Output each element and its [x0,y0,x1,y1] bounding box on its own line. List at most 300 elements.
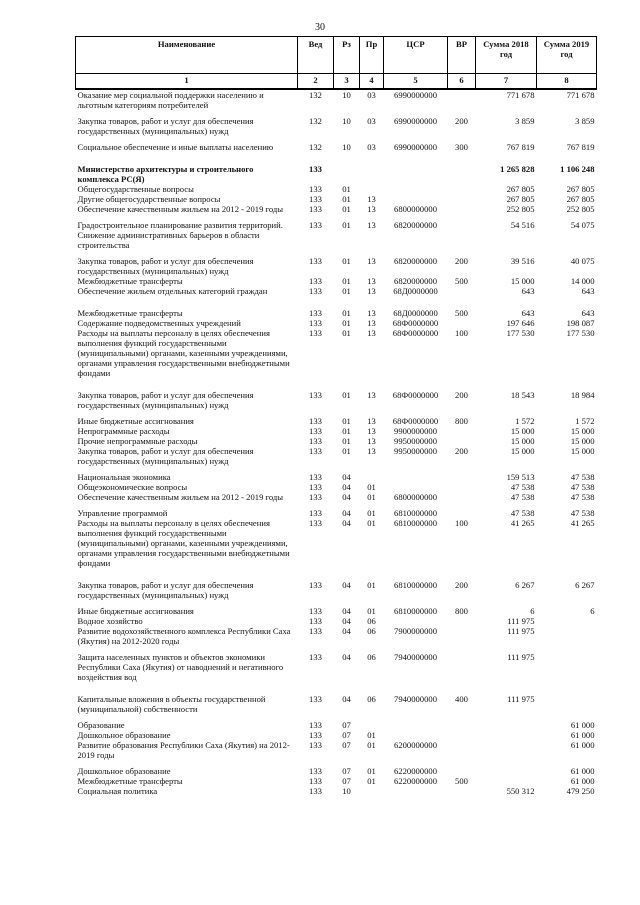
cell-sum-2018 [476,740,537,760]
cell-ved: 133 [309,776,322,786]
cell-sum-2019: 18 984 [570,390,595,400]
cell-sum-2018: 18 543 [510,390,535,400]
cell-rz: 01 [342,390,351,400]
cell-pr [360,786,384,796]
cell-rz: 04 [342,472,351,482]
cell-ved: 133 [309,740,322,750]
header-sum-2018: Сумма 2018 год [476,37,537,74]
cell-ved: 132 [309,90,322,100]
cell-rz: 01 [342,276,351,286]
cell-sum-2018: 3 859 [515,116,535,126]
header-name: Наименование [76,37,298,74]
cell-ved: 133 [309,390,322,400]
cell-vr [448,740,476,760]
cell-vr: 800 [455,606,468,616]
cell-sum-2019: 643 [581,286,595,296]
cell-csr: 6990000000 [394,142,437,152]
cell-name: Закупка товаров, работ и услуг для обеспечения государственных (муниципальных) нужд [77,390,254,410]
cell-sum-2018: 41 265 [510,518,535,528]
cell-sum-2019: 15 000 [570,436,595,446]
cell-rz: 04 [342,616,351,626]
cell-sum-2018: 54 516 [510,220,535,230]
cell-ved: 133 [309,426,322,436]
cell-pr: 13 [367,286,376,296]
cell-pr: 13 [367,276,376,286]
cell-vr: 300 [455,142,468,152]
cell-pr: 01 [367,492,376,502]
cell-ved: 133 [309,606,322,616]
cell-name: Обеспечение качественным жильем на 2012 - 2019 годы [77,492,284,502]
cell-sum-2018 [476,760,537,776]
cell-vr [448,492,476,502]
cell-ved: 133 [309,482,322,492]
header-row [76,37,597,74]
table-row [76,318,597,328]
cell-vr [448,760,476,776]
cell-pr [360,184,384,194]
cell-ved: 133 [309,446,322,456]
cell-sum-2019: 15 000 [570,426,595,436]
cell-vr: 200 [455,446,468,456]
cell-name: Закупка товаров, работ и услуг для обеспечения государственных (муниципальных) нужд [77,256,254,276]
cell-rz: 04 [342,626,351,636]
cell-csr: 9950000000 [394,446,437,456]
table-row [76,194,597,204]
cell-csr: 6820000000 [394,276,437,286]
cell-sum-2019: 61 000 [570,740,595,750]
cell-vr: 200 [455,580,468,590]
cell-ved: 133 [309,204,322,214]
cell-pr [360,714,384,730]
cell-name: Водное хозяйство [77,616,143,626]
table-row [76,296,597,318]
cell-vr: 200 [455,256,468,266]
cell-rz: 01 [342,426,351,436]
cell-csr: 6220000000 [394,766,437,776]
cell-vr [448,184,476,194]
cell-csr: 6810000000 [394,518,437,528]
cell-vr: 100 [455,328,468,338]
cell-sum-2018: 159 513 [506,472,535,482]
cell-name: Прочие непрограммные расходы [77,436,198,446]
cell-sum-2018: 643 [521,308,535,318]
table-row [76,740,597,760]
cell-name: Развитие образования Республики Саха (Якутия) на 2012-2019 годы [77,740,290,760]
cell-sum-2018: 111 975 [507,652,535,662]
cell-pr: 06 [367,626,376,636]
cell-ved: 133 [309,786,322,796]
cell-sum-2018: 1 265 828 [500,164,535,174]
cell-csr: 9900000000 [394,426,437,436]
cell-sum-2018: 177 530 [506,328,535,338]
cell-sum-2018: 771 678 [506,90,535,100]
cell-name: Закупка товаров, работ и услуг для обеспечения государственных (муниципальных) нужд [77,116,254,136]
cell-pr: 06 [367,694,376,704]
table-row [76,328,597,378]
cell-pr: 13 [367,416,376,426]
cell-sum-2018: 252 805 [506,204,535,214]
cell-sum-2019: 6 [590,606,595,616]
cell-rz: 01 [342,256,351,266]
cell-pr: 03 [367,90,376,100]
cell-sum-2018: 267 805 [506,184,535,194]
cell-vr [448,714,476,730]
cell-vr [448,626,476,646]
table-row [76,776,597,786]
cell-csr [384,616,448,626]
table-row [76,760,597,776]
cell-rz: 01 [342,194,351,204]
cell-vr: 500 [455,276,468,286]
cell-csr: 6810000000 [394,508,437,518]
col-num-4: 4 [360,74,384,90]
table-row [76,436,597,446]
cell-ved: 133 [309,616,322,626]
cell-sum-2019: 61 000 [570,776,595,786]
cell-ved: 133 [309,580,322,590]
cell-rz: 07 [342,766,351,776]
cell-name: Закупка товаров, работ и услуг для обеспечения государственных (муниципальных) нужд [77,580,254,600]
cell-name: Иные бюджетные ассигнования [77,606,194,616]
cell-ved: 132 [309,116,322,126]
cell-name: Обеспечение жильем отдельных категорий граждан [77,286,268,296]
cell-sum-2018: 6 267 [515,580,535,590]
cell-sum-2019: 54 075 [570,220,595,230]
col-num-3: 3 [334,74,360,90]
cell-rz: 01 [342,446,351,456]
cell-name: Общегосударственные вопросы [77,184,194,194]
cell-csr: 6990000000 [394,90,437,100]
cell-pr: 13 [367,220,376,230]
cell-sum-2019: 252 805 [566,204,595,214]
cell-pr: 03 [367,116,376,126]
cell-sum-2018: 15 000 [510,446,535,456]
cell-vr [448,204,476,214]
table-row [76,568,597,600]
cell-rz: 04 [342,580,351,590]
cell-csr [384,482,448,492]
cell-pr: 13 [367,426,376,436]
cell-ved: 132 [309,142,322,152]
cell-csr [384,152,448,184]
cell-csr: 9950000000 [394,436,437,446]
table-row [76,446,597,466]
cell-name: Управление программой [77,508,168,518]
cell-vr [448,466,476,482]
table-row [76,136,597,152]
table-body [76,89,597,796]
cell-pr: 13 [367,390,376,400]
table-row [76,502,597,518]
cell-csr: 7940000000 [394,652,437,662]
cell-pr: 01 [367,740,376,750]
cell-sum-2018: 111 975 [507,694,535,704]
table-row [76,786,597,796]
header-pr: Пр [360,37,384,74]
cell-name: Градостроительное планирование развития территорий. Снижение административных барьеров в области строительства [77,220,283,250]
cell-name: Расходы на выплаты персоналу в целях обеспечения выполнения функций государственными (муниципальными) органами, казенными учреждениями, органами управления государственными внебюджетными фондами [77,518,290,568]
cell-ved: 133 [309,626,322,636]
cell-sum-2019: 198 087 [566,318,595,328]
cell-sum-2019: 177 530 [566,328,595,338]
cell-sum-2019: 767 819 [566,142,595,152]
cell-pr: 13 [367,256,376,266]
header-ved: Вед [298,37,334,74]
cell-sum-2019: 267 805 [566,184,595,194]
cell-csr: 6990000000 [394,116,437,126]
cell-ved: 133 [309,416,322,426]
cell-sum-2018 [476,776,537,786]
cell-rz: 10 [342,142,351,152]
cell-name: Межбюджетные трансферты [77,776,183,786]
cell-name: Капитальные вложения в объекты государственной (муниципальной) собственности [77,694,266,714]
cell-rz: 01 [342,416,351,426]
cell-pr: 01 [367,580,376,590]
cell-ved: 133 [309,286,322,296]
cell-csr: 68Ф0000000 [392,318,439,328]
cell-sum-2018: 111 975 [507,616,535,626]
cell-sum-2019: 267 805 [566,194,595,204]
cell-rz: 04 [342,492,351,502]
cell-name: Содержание подведомственных учреждений [77,318,241,328]
cell-rz: 04 [342,606,351,616]
cell-sum-2018: 39 516 [510,256,535,266]
cell-vr: 500 [455,308,468,318]
cell-sum-2019: 1 572 [575,416,595,426]
table-row [76,89,597,110]
cell-name: Защита населенных пунктов и объектов экономики Республики Саха (Якутия) от наводнений и негативного воздействия вод [77,652,284,682]
table-row [76,492,597,502]
cell-ved: 133 [309,730,322,740]
col-num-1: 1 [76,74,298,90]
cell-rz: 01 [342,204,351,214]
cell-pr: 13 [367,194,376,204]
cell-name: Иные бюджетные ассигнования [77,416,194,426]
cell-vr [448,730,476,740]
cell-vr [448,286,476,296]
cell-sum-2019: 47 538 [570,492,595,502]
cell-csr: 68Д0000000 [393,308,438,318]
cell-pr: 01 [367,730,376,740]
cell-ved: 133 [309,256,322,266]
cell-name: Межбюджетные трансферты [77,276,183,286]
cell-pr: 13 [367,308,376,318]
cell-csr: 6220000000 [394,776,437,786]
cell-sum-2018: 47 538 [510,492,535,502]
cell-csr [384,184,448,194]
cell-ved: 133 [309,276,322,286]
cell-name: Оказание мер социальной поддержки населению и льготным категориям потребителей [77,90,264,110]
cell-ved: 133 [309,220,322,230]
table-row [76,410,597,426]
cell-sum-2019 [537,626,597,646]
header-numbers-row [76,74,597,90]
cell-sum-2018: 47 538 [510,482,535,492]
table-row [76,616,597,626]
cell-sum-2019: 40 075 [570,256,595,266]
cell-rz: 01 [342,184,351,194]
table-row [76,276,597,286]
table-row [76,466,597,482]
cell-sum-2019: 47 538 [570,508,595,518]
cell-name: Закупка товаров, работ и услуг для обеспечения государственных (муниципальных) нужд [77,446,254,466]
cell-ved: 133 [309,472,322,482]
cell-vr [448,616,476,626]
cell-pr: 01 [367,518,376,528]
cell-ved: 133 [309,518,322,528]
table-row [76,286,597,296]
cell-vr [448,786,476,796]
table-row [76,518,597,568]
table-row [76,110,597,136]
cell-rz: 04 [342,518,351,528]
cell-ved: 133 [309,164,322,174]
cell-ved: 133 [309,720,322,730]
cell-name: Общеэкономические вопросы [77,482,188,492]
cell-vr [448,214,476,250]
col-num-6: 6 [448,74,476,90]
cell-rz: 04 [342,652,351,662]
table-row [76,204,597,214]
cell-pr: 13 [367,446,376,456]
cell-rz: 01 [342,220,351,230]
cell-pr [360,152,384,184]
table-row [76,682,597,714]
header-vr: ВР [448,37,476,74]
cell-csr [384,466,448,482]
cell-csr [384,194,448,204]
cell-sum-2018: 111 975 [507,626,535,636]
cell-rz: 10 [342,90,351,100]
cell-csr: 6800000000 [394,492,437,502]
cell-csr [384,786,448,796]
cell-sum-2019: 1 106 248 [560,164,595,174]
col-num-7: 7 [476,74,537,90]
cell-rz: 07 [342,776,351,786]
cell-csr: 68Ф0000000 [392,328,439,338]
cell-ved: 133 [309,308,322,318]
cell-csr: 7940000000 [394,694,437,704]
col-num-2: 2 [298,74,334,90]
cell-sum-2019 [537,682,597,714]
cell-rz: 10 [342,786,351,796]
table-row [76,378,597,410]
cell-rz: 07 [342,720,351,730]
cell-name: Обеспечение качественным жильем на 2012 - 2019 годы [77,204,284,214]
cell-rz: 07 [342,740,351,750]
cell-csr: 68Д0000000 [393,286,438,296]
cell-rz: 04 [342,694,351,704]
cell-csr: 68Ф0000000 [392,390,439,400]
cell-sum-2019: 479 250 [566,786,595,796]
cell-pr [360,466,384,482]
cell-ved: 133 [309,318,322,328]
cell-csr [384,714,448,730]
cell-sum-2019 [537,646,597,682]
cell-sum-2018: 267 805 [506,194,535,204]
cell-sum-2019: 47 538 [570,482,595,492]
cell-pr: 03 [367,142,376,152]
table-row [76,214,597,250]
cell-pr: 06 [367,652,376,662]
cell-pr: 13 [367,328,376,338]
cell-pr: 01 [367,482,376,492]
page-number: 30 [315,22,325,33]
cell-name: Межбюджетные трансферты [77,308,183,318]
cell-ved: 133 [309,184,322,194]
cell-vr [448,318,476,328]
cell-rz: 01 [342,436,351,446]
cell-ved: 133 [309,652,322,662]
cell-rz: 04 [342,508,351,518]
cell-pr: 01 [367,766,376,776]
cell-vr: 400 [455,694,468,704]
cell-vr: 200 [455,390,468,400]
cell-ved: 133 [309,492,322,502]
cell-rz: 07 [342,730,351,740]
cell-rz: 04 [342,482,351,492]
cell-ved: 133 [309,436,322,446]
cell-sum-2018: 1 572 [515,416,535,426]
cell-ved: 133 [309,328,322,338]
cell-rz: 01 [342,308,351,318]
table-row [76,730,597,740]
cell-sum-2019: 6 267 [575,580,595,590]
cell-vr [448,502,476,518]
cell-rz: 01 [342,318,351,328]
cell-name: Социальная политика [77,786,158,796]
header-rz: Рз [334,37,360,74]
table-row [76,714,597,730]
cell-csr: 6820000000 [394,256,437,266]
cell-pr: 06 [367,616,376,626]
cell-sum-2019: 643 [581,308,595,318]
cell-ved: 133 [309,194,322,204]
cell-sum-2018: 15 000 [510,276,535,286]
cell-sum-2019: 3 859 [575,116,595,126]
cell-name: Образование [77,720,125,730]
cell-sum-2018 [476,714,537,730]
cell-sum-2018: 643 [521,286,535,296]
cell-sum-2019: 15 000 [570,446,595,456]
cell-vr [448,194,476,204]
cell-vr: 200 [455,116,468,126]
table-row [76,152,597,184]
table-row [76,646,597,682]
cell-sum-2019: 47 538 [570,472,595,482]
cell-csr [384,730,448,740]
cell-sum-2019: 61 000 [570,766,595,776]
cell-sum-2019: 41 265 [570,518,595,528]
cell-ved: 133 [309,694,322,704]
cell-sum-2018: 6 [530,606,535,616]
cell-csr: 7900000000 [394,626,437,636]
cell-sum-2018: 197 646 [506,318,535,328]
table-row [76,482,597,492]
cell-sum-2018: 15 000 [510,436,535,446]
cell-pr: 01 [367,508,376,518]
cell-sum-2018: 47 538 [510,508,535,518]
cell-rz: 10 [342,116,351,126]
budget-table [75,36,597,796]
cell-pr: 01 [367,606,376,616]
col-num-5: 5 [384,74,448,90]
cell-sum-2018 [476,730,537,740]
header-sum-2019: Сумма 2019 год [537,37,597,74]
cell-name: Министерство архитектуры и строительного комплекса РС(Я) [77,164,254,184]
cell-name: Дошкольное образование [77,766,171,776]
table-row [76,426,597,436]
